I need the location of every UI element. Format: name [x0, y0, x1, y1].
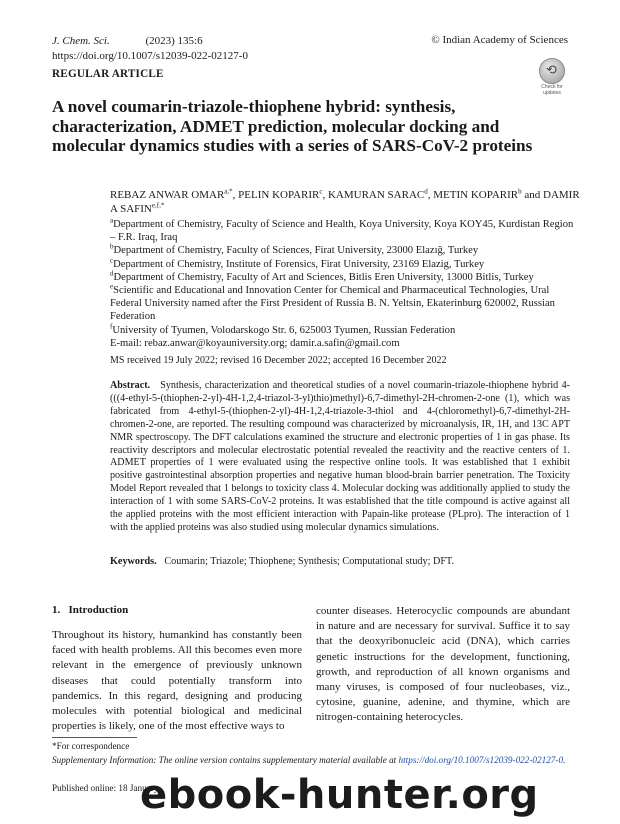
keywords-text: Coumarin; Triazole; Thiophene; Synthesis; Computational study; DFT.: [164, 556, 455, 567]
journal-header: [52, 34, 248, 64]
badge-text-1: Check for: [541, 84, 563, 90]
affiliation-item: $^a$Department of Chemistry, Faculty of Science and Health, Koya University, Koya KOY45, Kurdistan Region – F.R. Iraq, Iraq: [110, 216, 574, 244]
intro-right-column: counter diseases. Heterocyclic compounds are abundant in nature and are necessary for survival. Suffice it to say that the deoxyribonucleic acid (DNA), which carries genetic instructions for the development, functioning, growth, and reproduction of all known organisms and many viruses, is composed of four nucleobases, viz., cytosine, guanine, adenine, and thymine, which are nitrogen-containing heterocycles.: [316, 605, 570, 724]
check-for-updates-badge[interactable]: [537, 58, 567, 96]
watermark: ebook-hunter.org: [140, 772, 539, 818]
author-name: REBAZ ANWAR OMAR: [110, 189, 225, 201]
supplementary-link[interactable]: https://doi.org/10.1007/s12039-022-02127-0: [398, 755, 564, 765]
article-type: REGULAR ARTICLE: [52, 68, 164, 80]
abstract: [110, 380, 570, 535]
author-affil-mark: e,f,*: [151, 201, 165, 210]
abstract-label: Abstract.: [110, 380, 151, 391]
affiliation-item: $^c$Department of Chemistry, Institute of Forensics, Firat University, 23169 Elazig, Turkey: [110, 256, 485, 270]
affiliation-item: $^e$Scientific and Educational and Innovation Center for Chemical and Pharmaceutical Technologies, Ural Federal University named after the First President of Russia B. N. Yeltsin, Ekaterinburg 620002, Russian Federation: [110, 282, 555, 323]
doi-link[interactable]: https://doi.org/10.1007/s12039-022-02127-0: [52, 50, 248, 62]
society-credit: © Indian Academy of Sciences: [431, 34, 568, 46]
email-line[interactable]: E-mail: rebaz.anwar@koyauniversity.org; damir.a.safin@gmail.com: [110, 337, 400, 349]
author-affil-mark: a,*: [224, 187, 233, 196]
correspondence-note: *For correspondence: [52, 741, 130, 751]
keywords-label: Keywords.: [110, 556, 157, 567]
keywords: [110, 556, 570, 567]
author-affil-mark: c: [319, 187, 323, 196]
intro-left-column: Throughout its history, humankind has constantly been faced with health problems. All this becomes even more relevant in the emergence of previously unknown diseases that could potentially transform into pandemics. In this regard, designing and producing molecules with potential biological and medicinal properties is likely, one of the most effective ways to: [52, 629, 302, 733]
author-name: KAMURAN SARAC: [327, 189, 425, 201]
affiliation-item: $^b$Department of Chemistry, Faculty of Sciences, Firat University, 23000 Elazığ, Turkey: [110, 242, 479, 257]
journal-name: J. Chem. Sci.: [52, 35, 110, 47]
section-heading: 1. Introduction: [52, 604, 129, 616]
manuscript-dates: MS received 19 July 2022; revised 16 December 2022; accepted 16 December 2022: [110, 355, 447, 366]
author-affil-mark: d: [424, 187, 428, 196]
author-list: REBAZ ANWAR $OMAR^{a,*}$, PELIN KOPARIR$^c$, KAMURAN SARAC$^d$, METIN KOPARIR$^b$ and DAMIR A $SAFIN^{e,f,*}$: [110, 187, 580, 215]
author-name: PELIN KOPARIR: [238, 189, 320, 201]
author-affil-mark: b: [518, 187, 522, 196]
check-updates-icon: ⟲: [539, 58, 565, 84]
affiliation-list: [110, 218, 580, 350]
article-title: A novel coumarin-triazole-thiophene hybrid: synthesis, characterization, ADMET prediction, molecular docking and molecular dynamics studies with a series of SARS-CoV-2 proteins: [52, 97, 533, 155]
abstract-text: Synthesis, characterization and theoretical studies of a novel coumarin-triazole-thiophene hybrid 4-(((4-ethyl-5-(thiophen-2-yl)-4H-1,2,4-triazol-3-yl)thio)methyl)-6,7-dimethyl-2H-chromen-2-one (1), which was fabricated from 4-ethyl-5-(thiophen-2-yl)-4H-1,2,4-triazole-3-thiol and 4-(chloromethyl)-6,7-dimethyl-2H-chromen-2-one, are reported. The resulting compound was characterized by microanalysis, IR, 1H, and 13C APT NMR spectroscopy. The DFT calculations examined the structure and electronic properties of 1 in gas phase. Its reactivity descriptors and molecular electrostatic potential revealed the reactivity and the reactive centers of 1. ADMET properties of 1 were evaluated using the respective online tools. It was established that 1 exhibit positive gastrointestinal absorption properties and negative human blood-brain barrier penetration. The Toxicity Model Report revealed that 1 belongs to toxicity class 4. Molecular docking was additionally applied to study the interaction of 1 with some SARS-CoV-2 proteins. It was established that the title compound is active against all the applied proteins with the most efficient interaction with Papain-like protease (PLpro). The interaction of 1 with the applied proteins was also studied using molecular dynamics simulations.: [110, 380, 570, 533]
affiliation-item: $^f$University of Tyumen, Volodarskogo Str. 6, 625003 Tyumen, Russian Federation: [110, 322, 456, 336]
badge-text-2: updates: [543, 90, 561, 96]
published-date: Published online: 18 January: [52, 783, 159, 793]
author-name: METIN KOPARIR: [433, 189, 519, 201]
footnote-divider: [52, 737, 137, 738]
supplementary-note: Supplementary Information: The online version contains supplementary material available at https://doi.org/10.1007/s12039-022-02127-0.: [52, 755, 566, 765]
author-name: DAMIR A SAFIN: [110, 189, 580, 215]
journal-volume: (2023) 135:6: [145, 35, 203, 47]
affiliation-item: $^d$Department of Chemistry, Faculty of Art and Sciences, Bitlis Eren University, 13000 Bitlis, Turkey: [110, 269, 534, 283]
